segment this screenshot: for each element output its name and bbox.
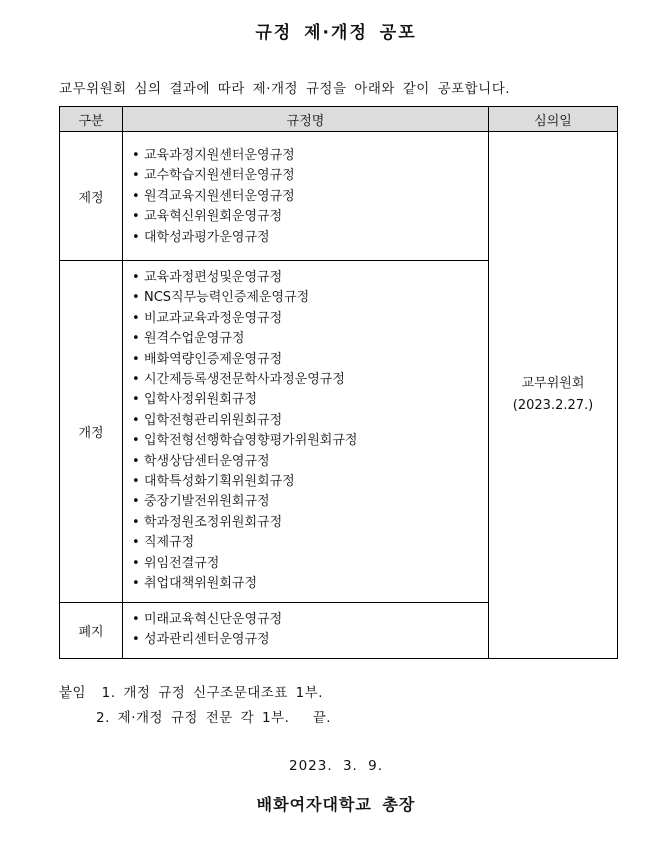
document-title: 규정 제·개정 공포 (255, 23, 417, 43)
bullet-icon: • (132, 229, 140, 245)
list-item (132, 533, 488, 553)
attachment-line-2: 2. 제·개정 규정 전문 각 1부. 끝. (96, 710, 332, 726)
regulation-name: 배화역량인증제운영규정 (144, 351, 283, 367)
list-item (132, 452, 488, 472)
list-item (132, 610, 488, 630)
bullet-icon: • (132, 494, 140, 510)
bullet-icon: • (132, 453, 140, 469)
list-item (132, 207, 488, 227)
council-date: (2023.2.27.) (512, 398, 594, 413)
regulation-name: 교육과정지원센터운영규정 (144, 148, 295, 163)
list-item (132, 630, 488, 650)
regulation-name: 교육혁신위원회운영규정 (144, 209, 283, 225)
regulation-name: 교육과정편성및운영규정 (144, 270, 283, 285)
list-item (132, 350, 488, 370)
list-item (132, 574, 488, 594)
regulation-name: 입학전형선행학습영향평가위원회규정 (144, 433, 358, 449)
regulation-name: 중장기발전위원회규정 (144, 494, 270, 510)
bullet-icon: • (132, 632, 140, 648)
list-item (132, 268, 488, 288)
list-item (132, 329, 488, 349)
list-item (132, 288, 488, 308)
bullet-icon: • (132, 576, 140, 592)
regulation-name: 원격수업운영규정 (144, 331, 245, 347)
regulation-name: 원격교육지원센터운영규정 (144, 188, 295, 204)
regulation-name: 대학특성화기획위원회규정 (144, 474, 295, 490)
bullet-icon: • (132, 535, 140, 551)
bullet-icon: • (132, 270, 140, 285)
category-cell: 폐지 (60, 603, 123, 659)
list-item (132, 431, 488, 451)
regulation-table (59, 106, 618, 659)
list-item (132, 492, 488, 512)
bullet-icon: • (132, 209, 140, 225)
header-name: 규정명 (123, 107, 489, 132)
intro-text: 교무위원회 심의 결과에 따라 제·개정 규정을 아래와 같이 공포합니다. (59, 81, 511, 97)
list-item (132, 146, 488, 166)
issuer-signature: 배화여자대학교 총장 (256, 795, 416, 814)
names-cell (123, 132, 489, 261)
category-cell: 개정 (60, 261, 123, 603)
bullet-icon: • (132, 372, 140, 388)
bullet-icon: • (132, 474, 140, 490)
list-item (132, 411, 488, 431)
category-cell: 제정 (60, 132, 123, 261)
list-item (132, 187, 488, 207)
bullet-icon: • (132, 612, 140, 627)
bullet-icon: • (132, 310, 140, 326)
bullet-icon: • (132, 412, 140, 428)
regulation-name: NCS직무능력인증제운영규정 (144, 290, 310, 306)
list-item (132, 370, 488, 390)
names-cell (123, 261, 489, 603)
list-item (132, 513, 488, 533)
regulation-name: 성과관리센터운영규정 (144, 632, 270, 648)
list-item (132, 390, 488, 410)
regulation-name: 입학전형관리위원회규정 (144, 412, 283, 428)
header-category: 구분 (60, 107, 123, 132)
regulation-name: 취업대책위원회규정 (144, 576, 258, 592)
list-item (132, 228, 488, 248)
issue-date: 2023. 3. 9. (289, 758, 383, 774)
regulation-name: 시간제등록생전문학사과정운영규정 (144, 372, 345, 388)
regulation-name: 비교과교육과정운영규정 (144, 310, 283, 326)
bullet-icon: • (132, 168, 140, 184)
bullet-icon: • (132, 555, 140, 571)
attachment-line-1: 붙임 1. 개정 규정 신구조문대조표 1부. (59, 685, 324, 701)
bullet-icon: • (132, 290, 140, 306)
list-item (132, 472, 488, 492)
bullet-icon: • (132, 351, 140, 367)
regulation-name: 미래교육혁신단운영규정 (144, 612, 283, 627)
regulation-name: 직제규정 (144, 535, 195, 551)
header-council: 심의일 (489, 107, 618, 132)
bullet-icon: • (132, 433, 140, 449)
names-cell (123, 603, 489, 659)
list-item (132, 554, 488, 574)
list-item (132, 309, 488, 329)
bullet-icon: • (132, 148, 140, 163)
list-item (132, 166, 488, 186)
bullet-icon: • (132, 188, 140, 204)
regulation-name: 학생상담센터운영규정 (144, 453, 270, 469)
council-name: 교무위원회 (521, 376, 585, 391)
council-cell (489, 132, 618, 659)
regulation-name: 입학사정위원회규정 (144, 392, 258, 408)
regulation-name: 학과정원조정위원회규정 (144, 514, 283, 530)
table-row-enact (60, 132, 618, 261)
bullet-icon: • (132, 392, 140, 408)
bullet-icon: • (132, 331, 140, 347)
regulation-name: 위임전결규정 (144, 555, 220, 571)
regulation-name: 교수학습지원센터운영규정 (144, 168, 295, 184)
table-header-row (60, 107, 618, 132)
bullet-icon: • (132, 514, 140, 530)
regulation-name: 대학성과평가운영규정 (144, 229, 270, 245)
